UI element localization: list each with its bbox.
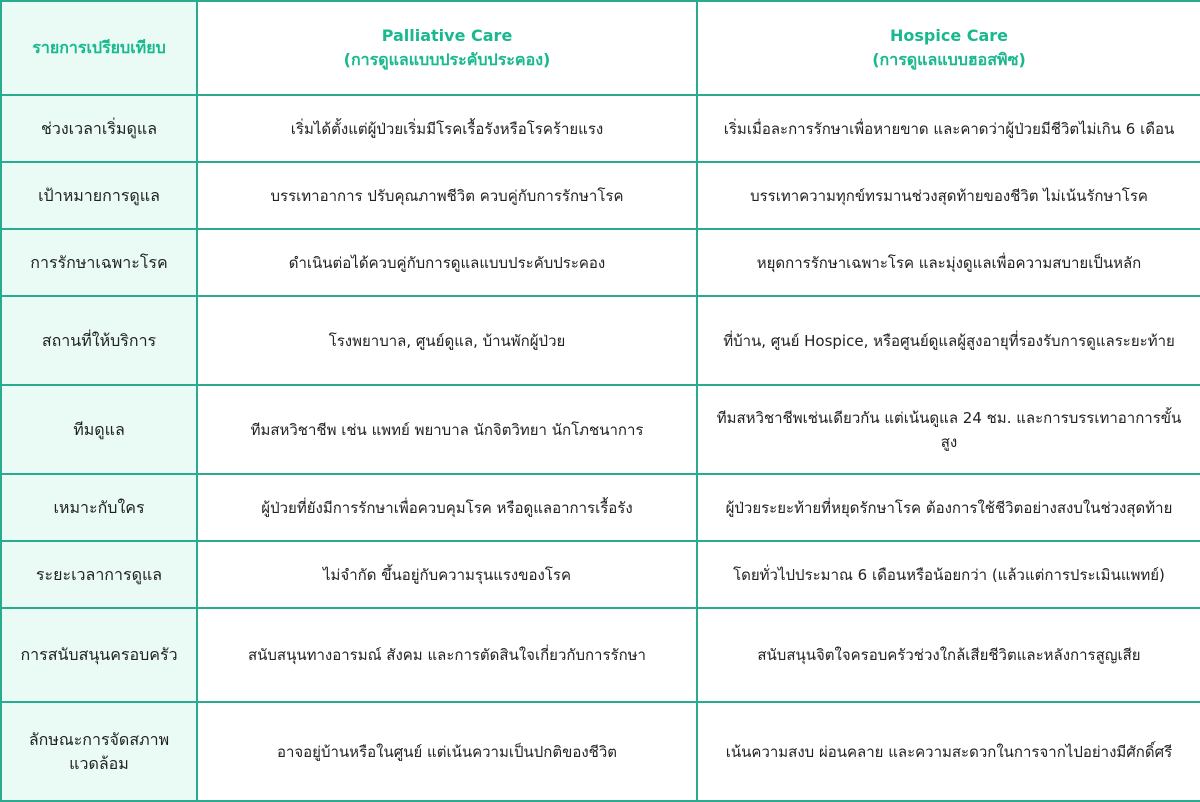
palliative-header-subtitle: (การดูแลแบบประคับประคอง) xyxy=(343,50,551,69)
table-row xyxy=(1,474,1200,541)
table-row xyxy=(1,385,1200,474)
row-palliative-cell: สนับสนุนทางอารมณ์ สังคม และการตัดสินใจเกี่ยวกับการรักษา xyxy=(197,608,697,702)
row-criteria-cell: การรักษาเฉพาะโรค xyxy=(1,229,197,296)
row-palliative-cell: ผู้ป่วยที่ยังมีการรักษาเพื่อควบคุมโรค หรือดูแลอาการเรื้อรัง xyxy=(197,474,697,541)
row-hospice-cell: สนับสนุนจิตใจครอบครัวช่วงใกล้เสียชีวิตและหลังการสูญเสีย xyxy=(697,608,1200,702)
row-palliative-cell: เริ่มได้ตั้งแต่ผู้ป่วยเริ่มมีโรคเรื้อรังหรือโรคร้ายแรง xyxy=(197,95,697,162)
hospice-header-title: Hospice Care xyxy=(889,26,1009,45)
header-row xyxy=(1,1,1200,95)
row-criteria-cell: เป้าหมายการดูแล xyxy=(1,162,197,229)
hospice-header-subtitle: (การดูแลแบบฮอสพิซ) xyxy=(872,50,1026,69)
row-criteria-cell: เหมาะกับใคร xyxy=(1,474,197,541)
row-hospice-cell: ที่บ้าน, ศูนย์ Hospice, หรือศูนย์ดูแลผู้สูงอายุที่รองรับการดูแลระยะท้าย xyxy=(697,296,1200,385)
row-hospice-cell: ผู้ป่วยระยะท้ายที่หยุดรักษาโรค ต้องการใช้ชีวิตอย่างสงบในช่วงสุดท้าย xyxy=(697,474,1200,541)
row-criteria-cell: ทีมดูแล xyxy=(1,385,197,474)
table-row xyxy=(1,229,1200,296)
table-row xyxy=(1,541,1200,608)
row-palliative-cell: โรงพยาบาล, ศูนย์ดูแล, บ้านพักผู้ป่วย xyxy=(197,296,697,385)
row-hospice-cell: โดยทั่วไปประมาณ 6 เดือนหรือน้อยกว่า (แล้วแต่การประเมินแพทย์) xyxy=(697,541,1200,608)
criteria-column-header: รายการเปรียบเทียบ xyxy=(1,1,197,95)
row-criteria-cell: ช่วงเวลาเริ่มดูแล xyxy=(1,95,197,162)
table-row xyxy=(1,296,1200,385)
row-palliative-cell: ทีมสหวิชาชีพ เช่น แพทย์ พยาบาล นักจิตวิทยา นักโภชนาการ xyxy=(197,385,697,474)
row-hospice-cell: ทีมสหวิชาชีพเช่นเดียวกัน แต่เน้นดูแล 24 ชม. และการบรรเทาอาการขั้นสูง xyxy=(697,385,1200,474)
row-hospice-cell: เริ่มเมื่อละการรักษาเพื่อหายขาด และคาดว่าผู้ป่วยมีชีวิตไม่เกิน 6 เดือน xyxy=(697,95,1200,162)
table-row xyxy=(1,162,1200,229)
row-palliative-cell: ดำเนินต่อได้ควบคู่กับการดูแลแบบประคับประคอง xyxy=(197,229,697,296)
table-row xyxy=(1,608,1200,702)
palliative-header-title: Palliative Care xyxy=(381,26,513,45)
row-palliative-cell: ไม่จำกัด ขึ้นอยู่กับความรุนแรงของโรค xyxy=(197,541,697,608)
row-criteria-cell: ลักษณะการจัดสภาพแวดล้อม xyxy=(1,702,197,801)
hospice-column-header xyxy=(697,1,1200,95)
row-hospice-cell: เน้นความสงบ ผ่อนคลาย และความสะดวกในการจากไปอย่างมีศักดิ์ศรี xyxy=(697,702,1200,801)
table-row xyxy=(1,702,1200,801)
row-palliative-cell: อาจอยู่บ้านหรือในศูนย์ แต่เน้นความเป็นปกติของชีวิต xyxy=(197,702,697,801)
row-criteria-cell: ระยะเวลาการดูแล xyxy=(1,541,197,608)
row-criteria-cell: การสนับสนุนครอบครัว xyxy=(1,608,197,702)
table-row xyxy=(1,95,1200,162)
row-hospice-cell: หยุดการรักษาเฉพาะโรค และมุ่งดูแลเพื่อความสบายเป็นหลัก xyxy=(697,229,1200,296)
palliative-column-header xyxy=(197,1,697,95)
row-hospice-cell: บรรเทาความทุกข์ทรมานช่วงสุดท้ายของชีวิต ไม่เน้นรักษาโรค xyxy=(697,162,1200,229)
row-palliative-cell: บรรเทาอาการ ปรับคุณภาพชีวิต ควบคู่กับการรักษาโรค xyxy=(197,162,697,229)
row-criteria-cell: สถานที่ให้บริการ xyxy=(1,296,197,385)
